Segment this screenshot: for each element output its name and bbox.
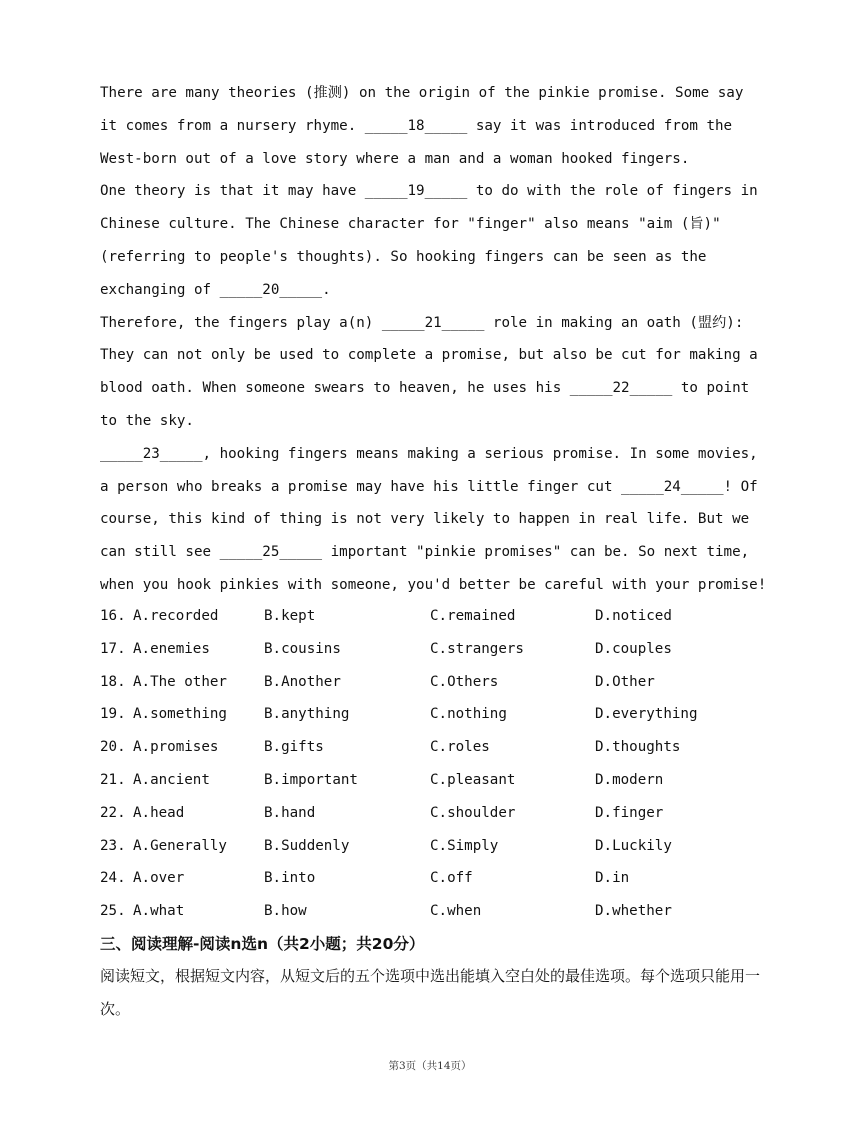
passage-line: _____23_____, hooking fingers means making a serious promise. In some movies, — [100, 445, 758, 462]
option-b: B.cousins — [264, 640, 341, 657]
option-a: A.ancient — [133, 771, 210, 788]
question-row — [100, 830, 780, 863]
passage-line: West-born out of a love story where a man and a woman hooked fingers. — [100, 150, 690, 167]
passage-line: Chinese culture. The Chinese character for "finger" also means "aim (旨)" — [100, 216, 721, 233]
option-a: A.The other — [133, 673, 227, 690]
question-row — [100, 633, 780, 666]
passage-line: course, this kind of thing is not very likely to happen in real life. But we — [100, 511, 750, 528]
option-d: D.thoughts — [595, 739, 681, 756]
question-number: 24. — [100, 870, 126, 887]
option-d: D.modern — [595, 771, 664, 788]
option-c: C.nothing — [430, 706, 507, 723]
option-c: C.strangers — [430, 640, 524, 657]
option-d: D.everything — [595, 706, 698, 723]
answer-options — [100, 600, 780, 928]
option-d: D.Other — [595, 673, 655, 690]
option-b: B.Another — [264, 673, 341, 690]
passage-line: can still see _____25_____ important "pinkie promises" can be. So next time, — [100, 544, 750, 561]
passage-line: One theory is that it may have _____19_____ to do with the role of fingers in — [100, 183, 758, 200]
option-a: A.what — [133, 903, 185, 920]
option-d: D.whether — [595, 903, 672, 920]
page-footer: 第3页（共14页） — [388, 1060, 472, 1072]
option-a: A.promises — [133, 739, 219, 756]
option-c: C.remained — [430, 608, 516, 624]
option-a: A.head — [133, 804, 185, 821]
option-b: B.into — [264, 870, 316, 887]
option-c: C.Simply — [430, 837, 499, 854]
passage-line: blood oath. When someone swears to heaven, he uses his _____22_____ to point — [100, 380, 750, 397]
option-b: B.kept — [264, 608, 316, 624]
option-a: A.Generally — [133, 837, 227, 854]
question-row — [100, 764, 780, 797]
question-number: 19. — [100, 706, 126, 723]
passage-line: it comes from a nursery rhyme. _____18_____ say it was introduced from the — [100, 117, 733, 134]
section-instruction: 阅读短文，根据短文内容，从短文后的五个选项中选出能填入空白处的最佳选项。每个选项只能用一次。 — [100, 967, 761, 1018]
option-a: A.something — [133, 706, 227, 723]
option-d: D.finger — [595, 804, 664, 821]
option-c: C.Others — [430, 673, 499, 690]
option-b: B.hand — [264, 804, 316, 821]
option-b: B.gifts — [264, 739, 324, 756]
passage-line: There are many theories (推测) on the origin of the pinkie promise. Some say — [100, 85, 744, 101]
question-number: 18. — [100, 673, 126, 690]
question-row — [100, 666, 780, 699]
question-number: 21. — [100, 771, 126, 788]
passage-line: exchanging of _____20_____. — [100, 281, 331, 298]
question-number: 25. — [100, 903, 126, 920]
option-b: B.how — [264, 903, 307, 920]
passage-line: a person who breaks a promise may have his little finger cut _____24_____! Of — [100, 478, 758, 495]
question-number: 23. — [100, 837, 126, 854]
option-a: A.enemies — [133, 640, 210, 657]
section-title: 三、阅读理解-阅读n选n（共2小题；共20分） — [100, 935, 425, 953]
question-row — [100, 731, 780, 764]
passage-line: They can not only be used to complete a promise, but also be cut for making a — [100, 347, 758, 364]
option-a: A.over — [133, 870, 185, 887]
question-number: 20. — [100, 739, 126, 756]
option-c: C.when — [430, 903, 482, 920]
option-a: A.recorded — [133, 608, 219, 624]
option-d: D.Luckily — [595, 837, 672, 854]
option-c: C.roles — [430, 739, 490, 756]
question-row — [100, 797, 780, 830]
reading-passage — [100, 77, 780, 602]
question-row — [100, 600, 780, 633]
question-number: 16. — [100, 608, 126, 624]
reading-section — [100, 928, 780, 1026]
question-row — [100, 895, 780, 928]
option-d: D.noticed — [595, 608, 672, 624]
option-c: C.shoulder — [430, 804, 516, 821]
question-number: 22. — [100, 804, 126, 821]
option-d: D.in — [595, 870, 630, 887]
passage-line: (referring to people's thoughts). So hooking fingers can be seen as the — [100, 248, 707, 265]
question-row — [100, 862, 780, 895]
option-c: C.off — [430, 870, 473, 887]
question-number: 17. — [100, 640, 126, 657]
option-b: B.important — [264, 771, 358, 788]
option-d: D.couples — [595, 640, 672, 657]
option-b: B.anything — [264, 706, 350, 723]
option-b: B.Suddenly — [264, 837, 350, 854]
question-row — [100, 698, 780, 731]
passage-line: when you hook pinkies with someone, you'd better be careful with your promise! — [100, 576, 767, 593]
option-c: C.pleasant — [430, 771, 516, 788]
passage-line: to the sky. — [100, 412, 194, 429]
passage-line: Therefore, the fingers play a(n) _____21_____ role in making an oath (盟约): — [100, 314, 744, 331]
